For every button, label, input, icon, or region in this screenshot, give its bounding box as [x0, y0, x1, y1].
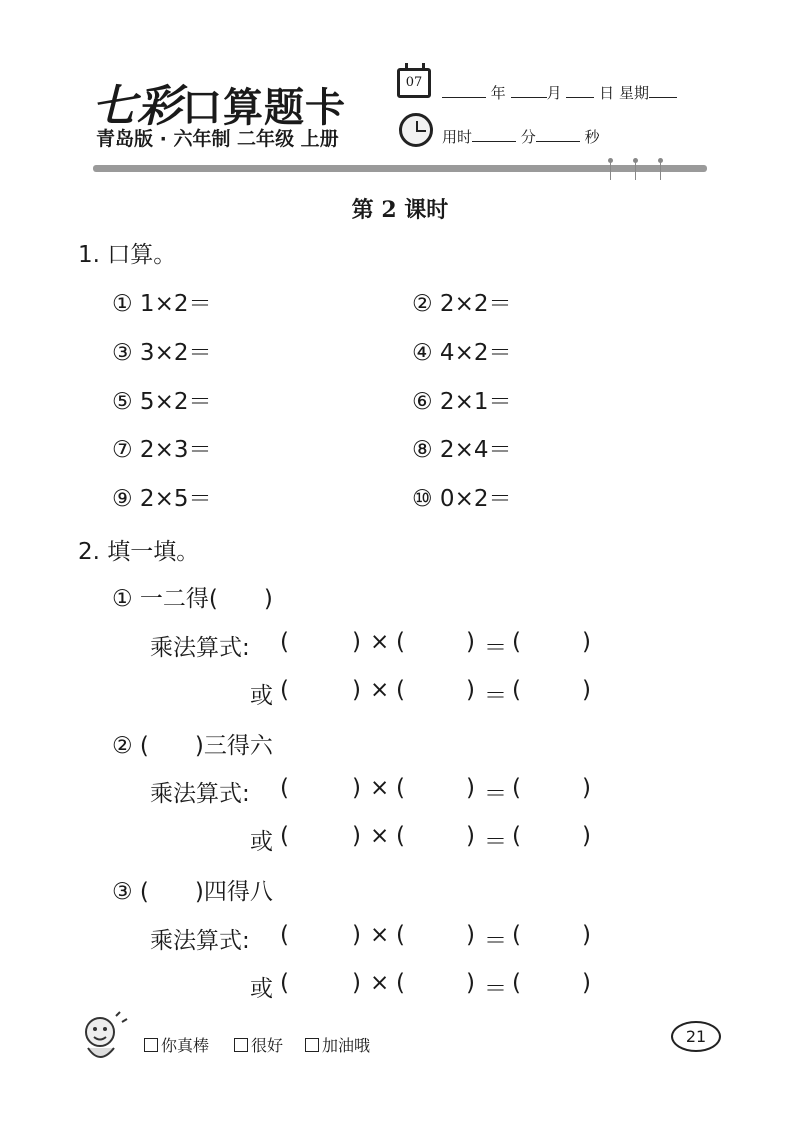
time-used-line	[442, 126, 600, 147]
fill-sub-1: ① 一二得( )	[112, 586, 273, 612]
rp: )	[466, 775, 475, 801]
calc-item-5: ⑤ 5×2＝	[112, 389, 212, 415]
lp: (	[512, 677, 521, 703]
weekday-blank[interactable]	[649, 83, 677, 98]
date-fill-line	[442, 82, 677, 103]
question-1-title: 1. 口算。	[78, 242, 177, 268]
minute-label: 分	[520, 128, 536, 146]
rp: )	[582, 970, 591, 996]
checkbox[interactable]	[234, 1038, 248, 1052]
rp: )	[352, 775, 361, 801]
pin-decoration	[632, 158, 639, 180]
rp: )	[582, 775, 591, 801]
lp: (	[512, 775, 521, 801]
calendar-number: 07	[405, 75, 423, 90]
rp: )	[352, 823, 361, 849]
page-number: 21	[671, 1021, 721, 1052]
equals-sign: ＝	[484, 683, 507, 709]
rp: )	[466, 629, 475, 655]
equals-sign: ＝	[484, 781, 507, 807]
fill-sub-2: ② ( )三得六	[112, 733, 273, 759]
day-label: 日	[599, 84, 615, 102]
time-used-label: 用时	[442, 128, 473, 146]
lp: (	[512, 629, 521, 655]
calendar-icon	[397, 68, 431, 98]
year-label: 年	[490, 84, 506, 102]
brand-title-rest: 口算题卡	[182, 84, 346, 131]
second-blank[interactable]	[536, 127, 580, 142]
question-2-title: 2. 填一填。	[78, 539, 200, 565]
rating-very-good-label: 很好	[251, 1036, 284, 1055]
lp: (	[396, 823, 405, 849]
calc-item-4: ④ 4×2＝	[412, 340, 512, 366]
formula-label: 乘法算式:	[150, 928, 250, 954]
pin-decoration	[657, 158, 664, 180]
checkbox[interactable]	[144, 1038, 158, 1052]
times-sign: ×	[370, 970, 390, 996]
checkbox[interactable]	[305, 1038, 319, 1052]
header-divider	[93, 165, 707, 172]
times-sign: ×	[370, 677, 390, 703]
calc-item-9: ⑨ 2×5＝	[112, 486, 212, 512]
edition-label: 青岛版 · 六年制 二年级 上册	[96, 128, 339, 150]
calc-item-2: ② 2×2＝	[412, 291, 512, 317]
rp: )	[352, 922, 361, 948]
times-sign: ×	[370, 823, 390, 849]
calc-item-7: ⑦ 2×3＝	[112, 437, 212, 463]
equals-sign: ＝	[484, 635, 507, 661]
equals-sign: ＝	[484, 829, 507, 855]
rp: )	[352, 970, 361, 996]
weekday-label: 星期	[618, 84, 649, 102]
lp: (	[396, 629, 405, 655]
clock-icon	[399, 113, 433, 147]
rating-very-good[interactable]	[234, 1033, 283, 1056]
lp: (	[280, 775, 289, 801]
or-label: 或	[250, 829, 273, 855]
lp: (	[396, 922, 405, 948]
lp: (	[280, 629, 289, 655]
calc-item-3: ③ 3×2＝	[112, 340, 212, 366]
rating-keep-going-label: 加油哦	[322, 1036, 371, 1055]
year-blank[interactable]	[442, 83, 486, 98]
month-blank[interactable]	[511, 83, 547, 98]
rp: )	[582, 677, 591, 703]
minute-blank[interactable]	[472, 127, 516, 142]
times-sign: ×	[370, 775, 390, 801]
fill-sub-3: ③ ( )四得八	[112, 879, 273, 905]
times-sign: ×	[370, 922, 390, 948]
day-blank[interactable]	[566, 83, 594, 98]
mascot-icon	[72, 1008, 132, 1068]
calc-item-6: ⑥ 2×1＝	[412, 389, 512, 415]
lp: (	[396, 970, 405, 996]
times-sign: ×	[370, 629, 390, 655]
rp: )	[466, 922, 475, 948]
rp: )	[466, 970, 475, 996]
equals-sign: ＝	[484, 976, 507, 1002]
lp: (	[280, 970, 289, 996]
lesson-title: 第 2 课时	[351, 197, 449, 223]
lp: (	[280, 922, 289, 948]
brand-title-first: 七彩	[92, 81, 182, 132]
rp: )	[582, 922, 591, 948]
calc-item-8: ⑧ 2×4＝	[412, 437, 512, 463]
pin-decoration	[607, 158, 614, 180]
rp: )	[352, 629, 361, 655]
rp: )	[466, 677, 475, 703]
equals-sign: ＝	[484, 928, 507, 954]
rp: )	[582, 823, 591, 849]
lp: (	[512, 970, 521, 996]
month-label: 月	[546, 84, 562, 102]
rating-good-label: 你真棒	[161, 1036, 210, 1055]
second-label: 秒	[584, 128, 600, 146]
rp: )	[352, 677, 361, 703]
lp: (	[280, 823, 289, 849]
rp: )	[582, 629, 591, 655]
lp: (	[512, 922, 521, 948]
rating-keep-going[interactable]	[305, 1033, 370, 1056]
lp: (	[512, 823, 521, 849]
or-label: 或	[250, 683, 273, 709]
rating-good[interactable]	[144, 1033, 209, 1056]
rp: )	[466, 823, 475, 849]
or-label: 或	[250, 976, 273, 1002]
calc-item-1: ① 1×2＝	[112, 291, 212, 317]
lp: (	[396, 677, 405, 703]
lp: (	[396, 775, 405, 801]
calc-item-10: ⑩ 0×2＝	[412, 486, 512, 512]
formula-label: 乘法算式:	[150, 635, 250, 661]
lp: (	[280, 677, 289, 703]
formula-label: 乘法算式:	[150, 781, 250, 807]
